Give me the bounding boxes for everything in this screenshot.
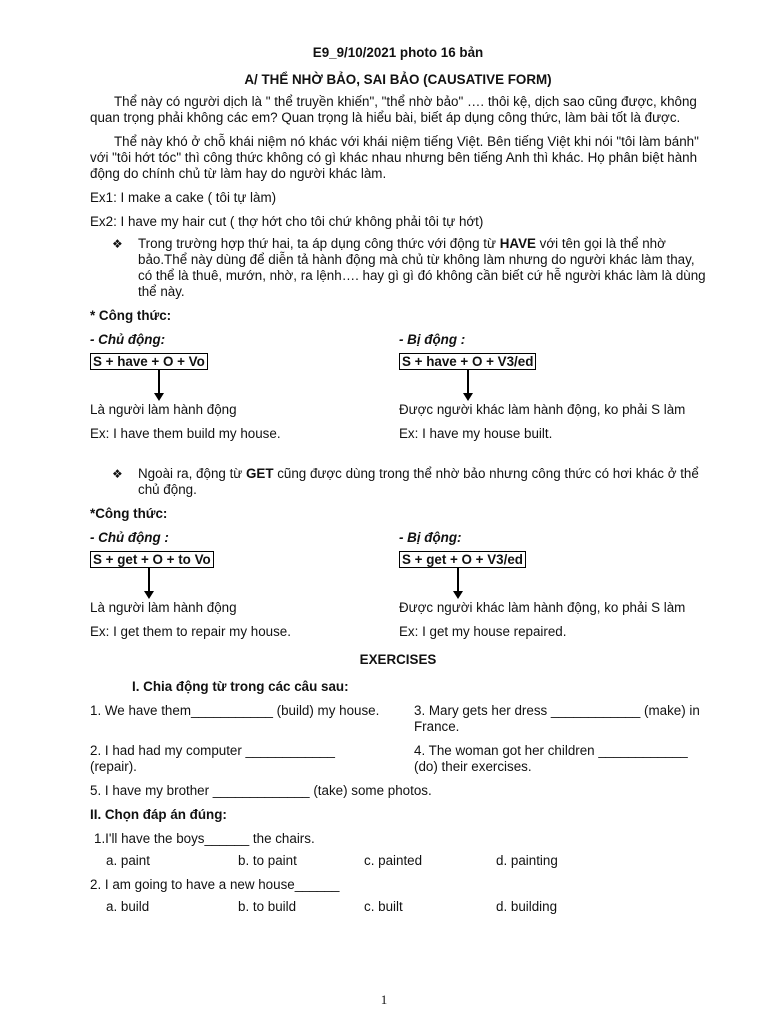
get-active-column bbox=[90, 530, 397, 640]
formula-box: S + have + O + V3/ed bbox=[399, 353, 536, 370]
exercise-row bbox=[90, 743, 706, 775]
page-number: 1 bbox=[380, 992, 388, 1007]
mc-option: a. build bbox=[106, 899, 150, 914]
intro-paragraph-2: Thể này khó ở chỗ khái niệm nó khác với khái niệm tiếng Việt. Bên tiếng Việt khi nói "tôi làm bánh" với "tôi hớt tóc" thì công thức không có gì khác nhau nhưng bên tiếng Anh thì khác. Họ phân biệt hành động do chính chủ từ làm hay do người khác làm. bbox=[90, 134, 699, 181]
diamond-bullet-icon: ❖ bbox=[112, 237, 123, 251]
exercise-question: 2. I had had my computer ____________ (repair). bbox=[90, 743, 335, 774]
down-arrow-icon bbox=[399, 370, 706, 402]
bullet-have: ❖ Trong trường hợp thứ hai, ta áp dụng công thức với động từ HAVE với tên gọi là thể nhờ bảo.Thể này dùng để diễn tả hành động mà chủ từ không làm nhưng do người khác làm thay, có thể là thuê, mướn, nhờ, ra lệnh…. hay gì gì đó không cần biết cứ hễ người khác làm là dùng thể này. bbox=[112, 236, 706, 299]
bullet-get: ❖ Ngoài ra, động từ GET cũng được dùng trong thể nhờ bảo nhưng công thức có hơi khác ở thể chủ động. bbox=[112, 466, 699, 497]
example-2: Ex2: I have my hair cut ( thợ hớt cho tôi chứ không phải tôi tự hớt) bbox=[90, 214, 484, 229]
formula-example: Ex: I get my house repaired. bbox=[399, 624, 567, 639]
formula-example: Ex: I get them to repair my house. bbox=[90, 624, 291, 639]
exercise-row bbox=[90, 703, 706, 735]
intro-paragraph-1: Thể này có người dịch là " thể truyền khiến", "thể nhờ bảo" …. thôi kệ, dịch sao cũng được, không quan trọng phải không các em? Quan trọng là hiểu bài, biết áp dụng công thức, làm bài tốt là được. bbox=[90, 94, 697, 125]
exercise-question: 5. I have my brother _____________ (take) some photos. bbox=[90, 783, 432, 798]
section-heading: A/ THỂ NHỜ BẢO, SAI BẢO (CAUSATIVE FORM) bbox=[244, 72, 552, 87]
mc-option: d. building bbox=[496, 899, 558, 914]
formula-note: Là người làm hành động bbox=[90, 402, 237, 417]
formula-note: Là người làm hành động bbox=[90, 600, 237, 615]
have-formula-columns bbox=[90, 332, 706, 442]
mc-option: a. paint bbox=[106, 853, 150, 868]
formula-example: Ex: I have my house built. bbox=[399, 426, 553, 441]
get-formula-columns bbox=[90, 530, 706, 640]
formula-heading: *Công thức: bbox=[90, 506, 168, 521]
passive-label: - Bị động : bbox=[399, 332, 466, 347]
mc-option: c. painted bbox=[364, 853, 423, 868]
mc-option: b. to paint bbox=[238, 853, 297, 868]
diamond-bullet-icon: ❖ bbox=[112, 467, 123, 481]
formula-box: S + have + O + Vo bbox=[90, 353, 208, 370]
mc-options bbox=[90, 899, 706, 915]
formula-example: Ex: I have them build my house. bbox=[90, 426, 281, 441]
exercise-question: 1. We have them___________ (build) my house. bbox=[90, 703, 380, 718]
passive-label: - Bị động: bbox=[399, 530, 462, 545]
active-label: - Chủ động: bbox=[90, 332, 166, 347]
formula-note: Được người khác làm hành động, ko phải S làm bbox=[399, 600, 686, 615]
mc-option: c. built bbox=[364, 899, 403, 914]
formula-box: S + get + O + to Vo bbox=[90, 551, 214, 568]
formula-note: Được người khác làm hành động, ko phải S làm bbox=[399, 402, 686, 417]
mc-option: d. painting bbox=[496, 853, 558, 868]
active-label: - Chủ động : bbox=[90, 530, 169, 545]
get-passive-column bbox=[397, 530, 706, 640]
down-arrow-icon bbox=[90, 568, 397, 600]
exercise-part-2-heading: II. Chọn đáp án đúng: bbox=[90, 807, 227, 822]
down-arrow-icon bbox=[90, 370, 397, 402]
exercise-part-1-heading: I. Chia động từ trong các câu sau: bbox=[132, 679, 349, 694]
document-page bbox=[90, 36, 706, 915]
exercises-title: EXERCISES bbox=[359, 652, 437, 667]
example-1: Ex1: I make a cake ( tôi tự làm) bbox=[90, 190, 277, 205]
have-passive-column bbox=[397, 332, 706, 442]
exercise-question: 3. Mary gets her dress ____________ (make) in France. bbox=[414, 703, 700, 734]
mc-option: b. to build bbox=[238, 899, 297, 914]
down-arrow-icon bbox=[399, 568, 706, 600]
formula-box: S + get + O + V3/ed bbox=[399, 551, 526, 568]
document-title: E9_9/10/2021 photo 16 bản bbox=[312, 45, 484, 60]
mc-question: 1.I'll have the boys______ the chairs. bbox=[94, 831, 315, 846]
mc-options bbox=[90, 853, 706, 869]
exercise-question: 4. The woman got her children ____________ (do) their exercises. bbox=[414, 743, 688, 774]
mc-question: 2. I am going to have a new house______ bbox=[90, 877, 340, 892]
have-active-column bbox=[90, 332, 397, 442]
formula-heading: * Công thức: bbox=[90, 308, 172, 323]
